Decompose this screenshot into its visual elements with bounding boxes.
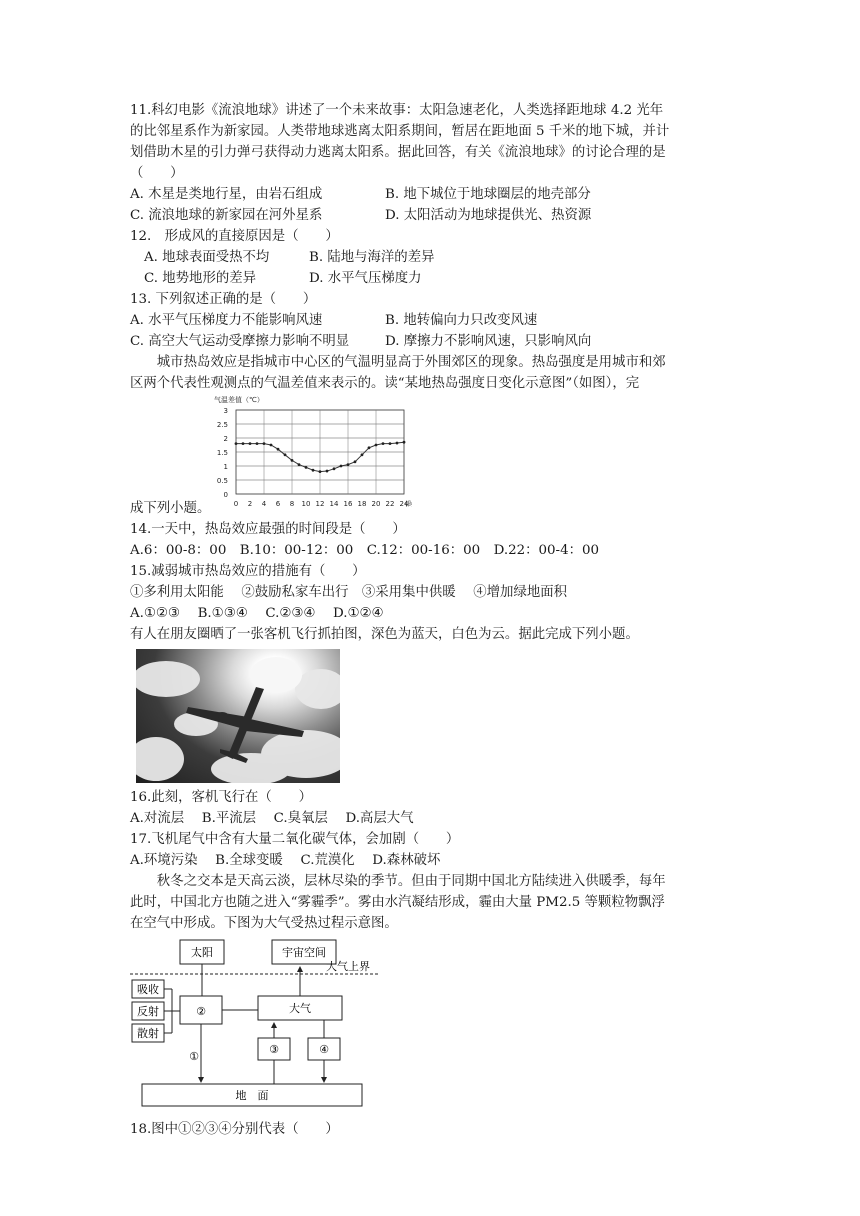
chart-x-tick-label: 8 xyxy=(290,500,295,508)
chart-x-tick-label: 12 xyxy=(315,500,325,508)
chart-y-tick-label: 3 xyxy=(223,407,229,415)
airplane-photo-svg xyxy=(136,649,340,783)
passage1-line3-text: 成下列小题。 xyxy=(130,501,211,516)
passage1-line2: 区两个代表性观测点的气温差值来表示的。读“某地热岛强度日变化示意图”（如图），完 xyxy=(130,376,640,391)
sun-label: 太阳 xyxy=(191,946,213,959)
q11-stem-line4: （ ） xyxy=(130,166,184,181)
chart-y-tick-label: 0 xyxy=(223,491,229,499)
chart-data-point xyxy=(361,453,364,456)
chart-x-axis-label: (时 xyxy=(405,500,413,508)
chart-data-point xyxy=(263,442,266,445)
document-page xyxy=(130,100,740,1140)
chart-data-point xyxy=(291,459,294,462)
q11-option-b: B. 地下城位于地球圈层的地壳部分 xyxy=(385,187,591,202)
passage1-line1: 城市热岛效应是指城市中心区的气温明显高于外围郊区的现象。热岛强度是用城市和郊 xyxy=(156,355,666,370)
chart-data-point xyxy=(270,444,273,447)
chart-y-tick-label: 2.5 xyxy=(217,421,229,429)
q11-stem-line1: 11.科幻电影《流浪地球》讲述了一个未来故事：太阳急速老化，人类选择距地球 4.2 光年 xyxy=(130,103,664,118)
q16-options: A.对流层 B.平流层 C.臭氧层 D.高层大气 xyxy=(130,811,414,826)
chart-y-tick-label: 0.5 xyxy=(217,477,229,485)
chart-x-tick-label: 22 xyxy=(385,500,395,508)
airplane-photo xyxy=(136,649,340,783)
q11-options-row2 xyxy=(130,205,740,226)
q12-stem: 12. 形成风的直接原因是（ ） xyxy=(130,229,339,244)
label-1: ① xyxy=(189,1050,199,1063)
chart-data-point xyxy=(326,470,329,473)
q14-options: A.6：00-8：00 B.10：00-12：00 C.12：00-16：00 D.22：00-4：00 xyxy=(130,543,600,558)
q13-option-a: A. 水平气压梯度力不能影响风速 xyxy=(130,313,323,328)
q12-option-c: C. 地势地形的差异 xyxy=(144,271,257,286)
heat-island-chart-svg xyxy=(212,394,412,512)
chart-x-tick-label: 10 xyxy=(301,500,311,508)
chart-x-tick-label: 6 xyxy=(276,500,281,508)
chart-data-point xyxy=(298,463,301,466)
q12-option-d: D. 水平气压梯度力 xyxy=(309,271,422,286)
chart-x-tick-label: 14 xyxy=(329,500,339,508)
chart-data-point xyxy=(340,465,343,468)
ground-label: 地 面 xyxy=(235,1089,269,1102)
top-boundary-label: 大气上界 xyxy=(326,960,370,973)
q11-options-row1 xyxy=(130,184,740,205)
chart-x-tick-label: 24 xyxy=(399,500,409,508)
chart-data-point xyxy=(312,469,315,472)
q12-option-b: B. 陆地与海洋的差异 xyxy=(309,250,435,265)
chart-data-point xyxy=(235,442,238,445)
chart-data-point xyxy=(382,442,385,445)
q15-options: A.①②③ B.①③④ C.②③④ D.①②④ xyxy=(130,606,384,621)
space-label: 宇宙空间 xyxy=(282,946,326,959)
q15-items: ①多利用太阳能 ②鼓励私家车出行 ③采用集中供暖 ④增加绿地面积 xyxy=(130,585,568,600)
chart-data-point xyxy=(389,442,392,445)
q13-option-c: C. 高空大气运动受摩擦力影响不明显 xyxy=(130,334,350,349)
label-4: ④ xyxy=(319,1043,329,1056)
q18-stem: 18.图中①②③④分别代表（ ） xyxy=(130,1122,339,1137)
scatter-label: 散射 xyxy=(137,1027,159,1040)
chart-data-point xyxy=(249,442,252,445)
chart-x-tick-label: 16 xyxy=(343,500,353,508)
chart-data-point xyxy=(375,444,378,447)
chart-x-tick-label: 2 xyxy=(248,500,253,508)
heat-island-chart xyxy=(212,394,412,519)
q13-option-d: D. 摩擦力不影响风速，只影响风向 xyxy=(385,334,592,349)
chart-data-point xyxy=(403,441,406,444)
q12-options-row1 xyxy=(130,247,740,268)
q13-stem: 13. 下列叙述正确的是（ ） xyxy=(130,292,317,307)
chart-data-point xyxy=(305,466,308,469)
chart-data-point xyxy=(256,442,259,445)
q14-stem: 14.一天中，热岛效应最强的时间段是（ ） xyxy=(130,522,406,537)
chart-x-tick-label: 4 xyxy=(262,500,267,508)
absorb-label: 吸收 xyxy=(137,983,159,996)
chart-y-tick-label: 2 xyxy=(223,435,229,443)
q17-options: A.环境污染 B.全球变暖 C.荒漠化 D.森林破坏 xyxy=(130,853,441,868)
q11-option-c: C. 流浪地球的新家园在河外星系 xyxy=(130,208,323,223)
chart-x-tick-label: 18 xyxy=(357,500,367,508)
chart-x-tick-label: 0 xyxy=(234,500,239,508)
q17-stem: 17.飞机尾气中含有大量二氧化碳气体，会加剧（ ） xyxy=(130,832,460,847)
chart-data-point xyxy=(242,442,245,445)
chart-y-axis-label: 气温差值（℃） xyxy=(214,396,265,404)
reflect-label: 反射 xyxy=(137,1005,159,1018)
chart-data-point xyxy=(284,453,287,456)
passage3-line3: 在空气中形成。下图为大气受热过程示意图。 xyxy=(130,916,398,931)
label-2: ② xyxy=(196,1005,206,1018)
chart-y-tick-label: 1.5 xyxy=(217,449,229,457)
chart-data-point xyxy=(354,460,357,463)
passage3-line2: 此时，中国北方也随之进入“雾霾季”。雾由水汽凝结形成，霾由大量 PM2.5 等颗粒物飘浮 xyxy=(130,895,665,910)
chart-data-point xyxy=(368,446,371,449)
q16-stem: 16.此刻，客机飞行在（ ） xyxy=(130,790,312,805)
q13-option-b: B. 地转偏向力只改变风速 xyxy=(385,313,538,328)
atmosphere-heating-diagram-svg xyxy=(130,936,380,1112)
chart-x-tick-label: 20 xyxy=(371,500,381,508)
chart-y-tick-label: 1 xyxy=(223,463,229,471)
q15-stem: 15.减弱城市热岛效应的措施有（ ） xyxy=(130,564,366,579)
chart-data-point xyxy=(347,463,350,466)
q11-stem-line3: 划借助木星的引力弹弓获得动力逃离太阳系。据此回答，有关《流浪地球》的讨论合理的是 xyxy=(130,145,666,160)
q11-option-d: D. 太阳活动为地球提供光、热资源 xyxy=(385,208,592,223)
q12-options-row2 xyxy=(130,268,740,289)
q11-option-a: A. 木星是类地行星，由岩石组成 xyxy=(130,187,323,202)
atmosphere-label: 大气 xyxy=(289,1002,311,1015)
chart-data-point xyxy=(319,470,322,473)
chart-data-point xyxy=(396,442,399,445)
q12-option-a: A. 地球表面受热不均 xyxy=(144,250,270,265)
q11-stem-line2: 的比邻星系作为新家园。人类带地球逃离太阳系期间，暂居在距地面 5 千米的地下城，并计 xyxy=(130,124,670,139)
q13-options-row1 xyxy=(130,310,740,331)
passage3-line1: 秋冬之交本是天高云淡，层林尽染的季节。但由于同期中国北方陆续进入供暖季，每年 xyxy=(156,874,666,889)
label-3: ③ xyxy=(269,1043,279,1056)
q13-options-row2 xyxy=(130,331,740,352)
passage2-line1: 有人在朋友圈晒了一张客机飞行抓拍图，深色为蓝天，白色为云。据此完成下列小题。 xyxy=(130,627,639,642)
chart-data-point xyxy=(333,467,336,470)
chart-data-point xyxy=(277,448,280,451)
atmosphere-heating-diagram xyxy=(130,936,740,1119)
passage1-line3 xyxy=(130,394,740,519)
